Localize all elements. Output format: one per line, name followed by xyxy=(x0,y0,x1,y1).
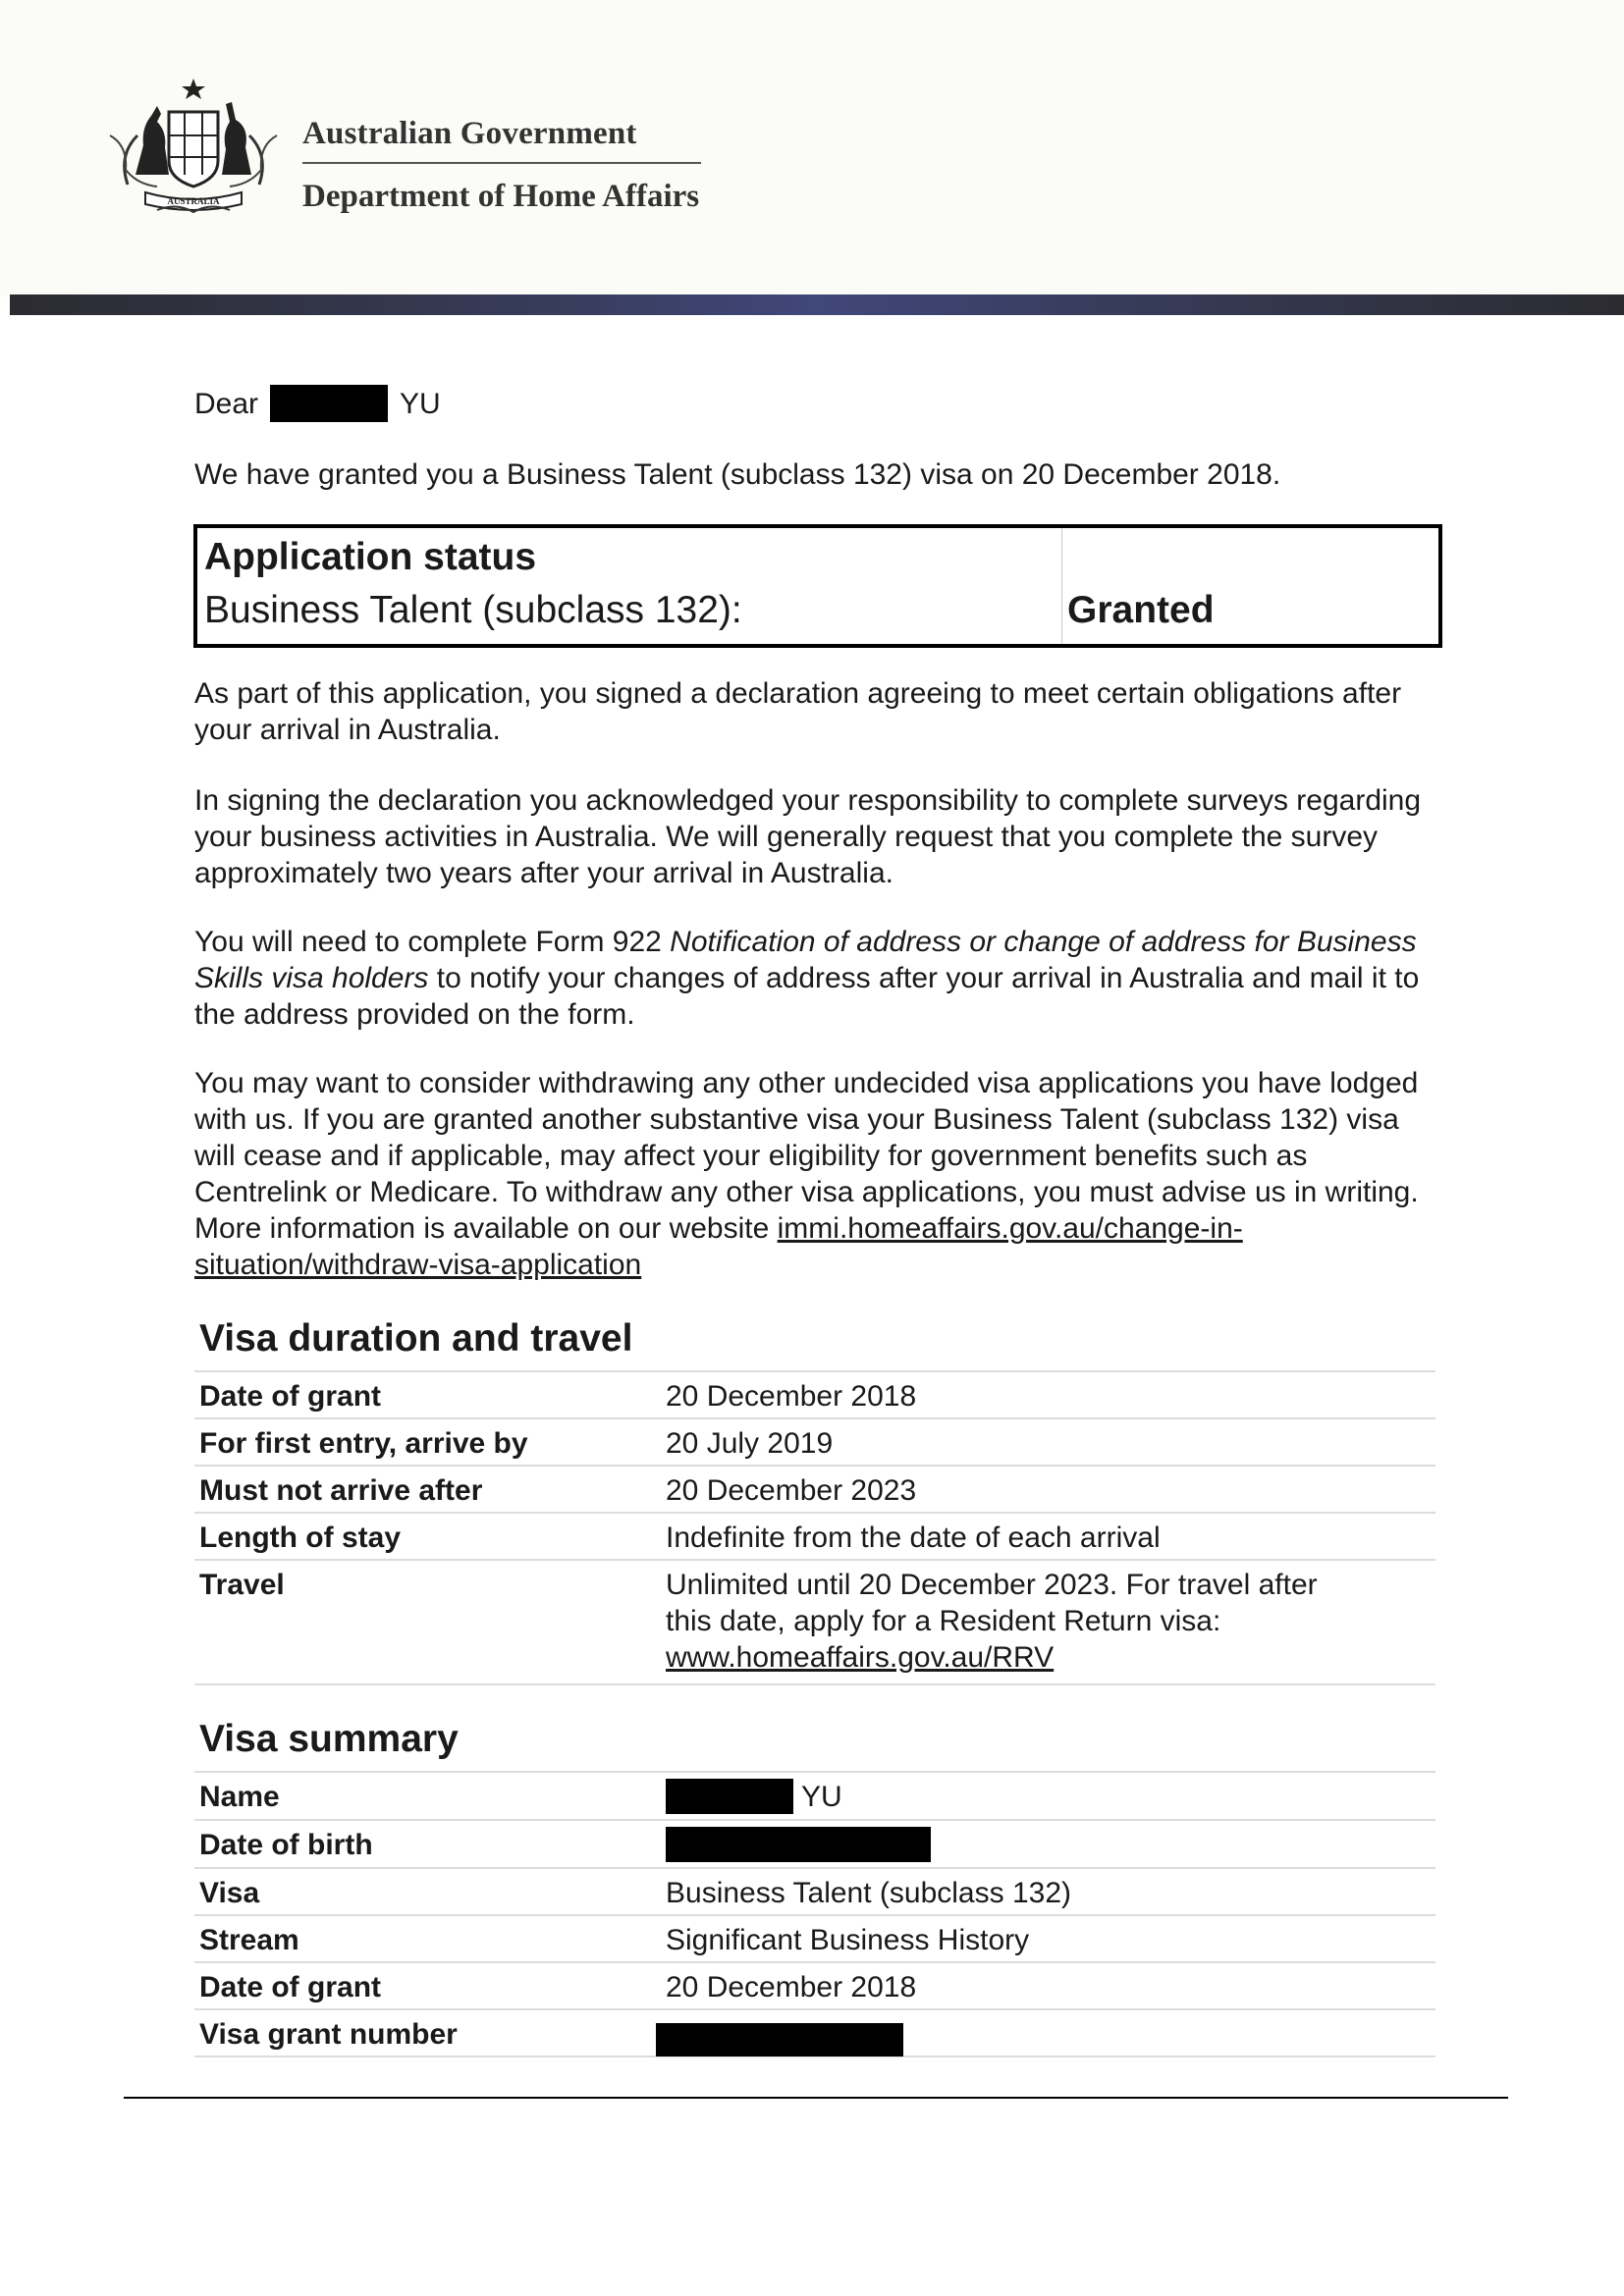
header-band xyxy=(10,294,1624,315)
form-922-text-before: You will need to complete Form 922 xyxy=(194,926,671,958)
footer-rule xyxy=(124,2097,1508,2099)
form-922-text-after: to notify your changes of address after your arrival in Australia and mail it to the address provided on the form. xyxy=(194,962,1420,1031)
row-value: 20 December 2018 xyxy=(654,1962,1435,2009)
table-row xyxy=(194,1820,1435,1868)
row-value: 20 July 2019 xyxy=(654,1418,1435,1466)
crest-scroll-label: AUSTRALIA xyxy=(167,196,220,206)
table-row xyxy=(194,1962,1435,2009)
table-row xyxy=(194,1466,1435,1513)
name-surname: YU xyxy=(801,1781,842,1813)
grant-intro: We have granted you a Business Talent (subclass 132) visa on 20 December 2018. xyxy=(194,458,1281,491)
application-status-label: Business Talent (subclass 132): xyxy=(204,589,742,631)
redacted-visa-grant-number xyxy=(656,2023,903,2056)
row-label: Date of grant xyxy=(194,1962,654,2009)
visa-summary-table xyxy=(194,1771,1435,2057)
visa-summary-title: Visa summary xyxy=(199,1718,459,1760)
row-label: Date of grant xyxy=(194,1371,654,1418)
withdraw-text: You may want to consider withdrawing any other undecided visa applications you have lodged with us. If you are granted another substantive visa your Business Talent (subclass 132) visa will cease and if applicable, may affect your eligibility for government benefits such as Centrelink or Medicare. To withdraw any other visa applications, you must advise us in writing. More information is available on our website xyxy=(194,1067,1419,1245)
survey-paragraph: In signing the declaration you acknowledged your responsibility to complete surveys regarding your business activities in Australia. We will generally request that you complete the survey approximately two years after your arrival in Australia. xyxy=(194,784,1422,889)
table-row xyxy=(194,1772,1435,1820)
table-row xyxy=(194,1513,1435,1560)
salutation-prefix: Dear xyxy=(194,388,259,420)
redacted-given-name xyxy=(666,1779,793,1814)
row-label: Travel xyxy=(194,1560,654,1684)
row-label: Name xyxy=(194,1772,654,1820)
application-status-box xyxy=(193,524,1442,648)
row-label: Visa grant number xyxy=(194,2009,654,2056)
row-value xyxy=(654,1820,1435,1868)
withdraw-paragraph xyxy=(194,1065,1441,1283)
row-label: Must not arrive after xyxy=(194,1466,654,1513)
coat-of-arms-icon xyxy=(98,77,289,216)
table-row xyxy=(194,1418,1435,1466)
redacted-given-name xyxy=(270,385,388,422)
row-label: Visa xyxy=(194,1868,654,1915)
row-value: 20 December 2018 xyxy=(654,1371,1435,1418)
row-value: Significant Business History xyxy=(654,1915,1435,1962)
table-row xyxy=(194,1371,1435,1418)
row-value xyxy=(654,1772,1435,1820)
row-value xyxy=(654,1560,1435,1684)
department-name: Department of Home Affairs xyxy=(302,179,700,214)
obligations-paragraph: As part of this application, you signed a declaration agreeing to meet certain obligations after your arrival in Australia. xyxy=(194,677,1402,746)
row-label: Stream xyxy=(194,1915,654,1962)
letterhead-divider xyxy=(302,162,701,164)
row-value: Indefinite from the date of each arrival xyxy=(654,1513,1435,1560)
letterhead xyxy=(0,0,1624,296)
row-value xyxy=(654,2009,1435,2056)
application-status-value: Granted xyxy=(1067,589,1215,631)
salutation-surname: YU xyxy=(400,388,441,420)
table-row xyxy=(194,2009,1435,2056)
row-label: Date of birth xyxy=(194,1820,654,1868)
row-label: For first entry, arrive by xyxy=(194,1418,654,1466)
application-status-heading: Application status xyxy=(204,536,537,578)
row-value: 20 December 2023 xyxy=(654,1466,1435,1513)
salutation xyxy=(194,385,441,424)
travel-text: Unlimited until 20 December 2023. For travel after this date, apply for a Resident Return visa: xyxy=(666,1569,1318,1637)
table-row xyxy=(194,1915,1435,1962)
withdraw-visa-link[interactable]: immi.homeaffairs.gov.au/change-in-situation/withdraw-visa-application xyxy=(194,1212,1243,1281)
redacted-date-of-birth xyxy=(666,1827,931,1862)
form-922-paragraph xyxy=(194,924,1441,1033)
visa-duration-title: Visa duration and travel xyxy=(199,1317,633,1360)
table-row xyxy=(194,1868,1435,1915)
visa-duration-table xyxy=(194,1370,1435,1685)
row-value: Business Talent (subclass 132) xyxy=(654,1868,1435,1915)
government-name: Australian Government xyxy=(302,116,637,151)
row-label: Length of stay xyxy=(194,1513,654,1560)
table-row xyxy=(194,1560,1435,1684)
form-922-title: Notification of address or change of address for Business Skills visa holders xyxy=(194,926,1417,994)
status-column-divider xyxy=(1061,528,1062,644)
rrv-link[interactable]: www.homeaffairs.gov.au/RRV xyxy=(666,1641,1055,1674)
